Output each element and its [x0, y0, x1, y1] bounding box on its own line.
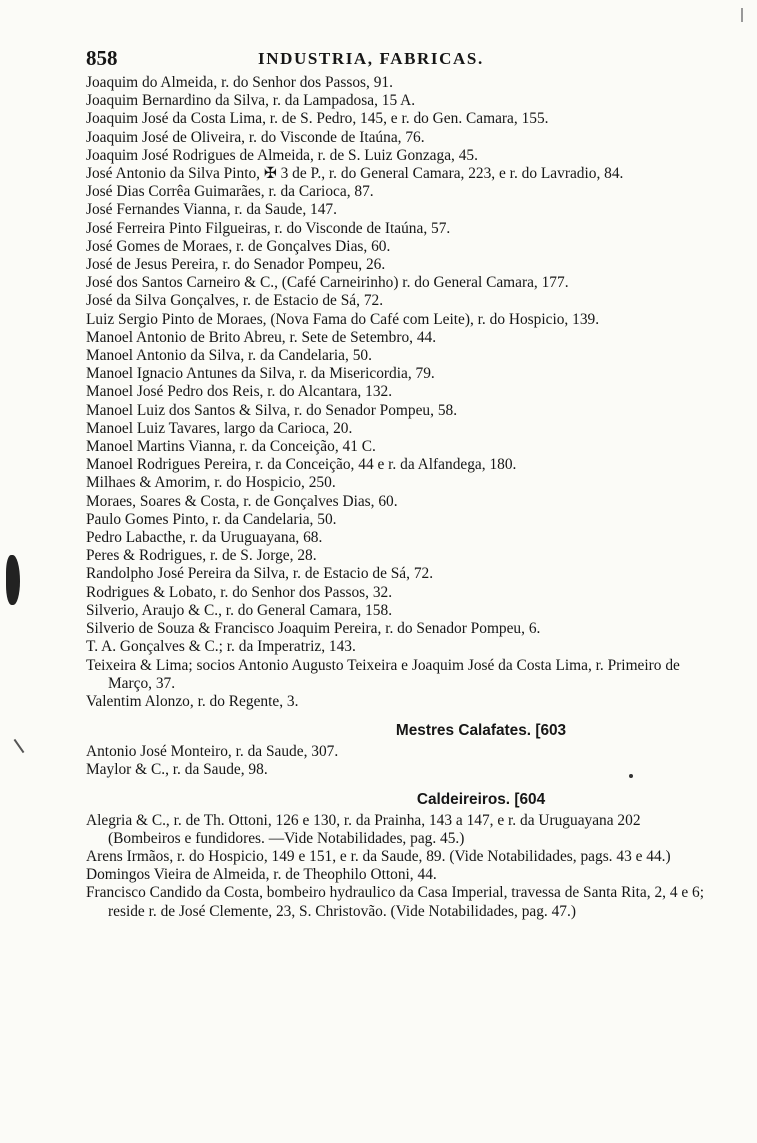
list-item: Paulo Gomes Pinto, r. da Candelaria, 50.: [86, 510, 337, 528]
list-item: Manoel Martins Vianna, r. da Conceição, 41 C.: [86, 438, 376, 456]
list-item: José dos Santos Carneiro & C., (Café Carneirinho) r. do General Camara, 177.: [86, 274, 569, 292]
list-item: Valentim Alonzo, r. do Regente, 3.: [86, 692, 299, 710]
list-item: José Ferreira Pinto Filgueiras, r. do Visconde de Itaúna, 57.: [86, 219, 451, 237]
list-item: José Antonio da Silva Pinto, ✠ 3 de P., r. do General Camara, 223, e r. do Lavradio, 84.: [86, 165, 624, 183]
list-item: Joaquim Bernardino da Silva, r. da Lampadosa, 15 A.: [86, 92, 416, 110]
ink-dot: [629, 774, 633, 778]
list-item: José Dias Corrêa Guimarães, r. da Carioca, 87.: [86, 183, 374, 201]
section-heading-mestres-calafates: Mestres Calafates. [603: [395, 722, 567, 740]
list-item: Silverio, Araujo & C., r. do General Camara, 158.: [86, 601, 393, 619]
list-item: Francisco Candido da Costa, bombeiro hydraulico da Casa Imperial, travessa de Santa Rita, 2, 4 e 6; reside r. de José Clemente, 23, S. Christovão. (Vide Notabilidades, pag. 47.): [86, 884, 705, 920]
ink-blot: [6, 555, 20, 605]
list-item: Manoel Antonio da Silva, r. da Candelaria, 50.: [86, 347, 372, 365]
list-item: Manoel José Pedro dos Reis, r. do Alcantara, 132.: [86, 383, 393, 401]
list-item: Luiz Sergio Pinto de Moraes, (Nova Fama do Café com Leite), r. do Hospicio, 139.: [86, 310, 600, 328]
list-item: Pedro Labacthe, r. da Uruguayana, 68.: [86, 529, 323, 547]
list-item: Joaquim José de Oliveira, r. do Visconde de Itaúna, 76.: [86, 128, 425, 146]
list-item: Milhaes & Amorim, r. do Hospicio, 250.: [86, 474, 336, 492]
section-heading-caldeireiros: Caldeireiros. [604: [416, 790, 546, 808]
page-title: INDUSTRIA, FABRICAS.: [258, 49, 484, 68]
list-item: Moraes, Soares & Costa, r. de Gonçalves Dias, 60.: [86, 492, 398, 510]
list-item: José Gomes de Moraes, r. de Gonçalves Dias, 60.: [86, 237, 391, 255]
list-item: Manoel Luiz Tavares, largo da Carioca, 20.: [86, 419, 353, 437]
list-item: Teixeira & Lima; socios Antonio Augusto Teixeira e Joaquim José da Costa Lima, r. Primeiro de Março, 37.: [86, 656, 680, 692]
directory-list: [86, 74, 716, 921]
list-item: T. A. Gonçalves & C.; r. da Imperatriz, 143.: [86, 638, 356, 656]
list-item: Joaquim José Rodrigues de Almeida, r. de S. Luiz Gonzaga, 45.: [86, 146, 478, 164]
list-item: Peres & Rodrigues, r. de S. Jorge, 28.: [86, 547, 317, 565]
list-item: José da Silva Gonçalves, r. de Estacio de Sá, 72.: [86, 292, 384, 310]
list-item: José de Jesus Pereira, r. do Senador Pompeu, 26.: [86, 256, 386, 274]
list-item: Maylor & C., r. da Saude, 98.: [86, 761, 268, 779]
list-item: Joaquim José da Costa Lima, r. de S. Pedro, 145, e r. do Gen. Camara, 155.: [86, 110, 549, 128]
list-item: Manoel Ignacio Antunes da Silva, r. da Misericordia, 79.: [86, 365, 435, 383]
pencil-mark: [14, 739, 25, 753]
list-item: Arens Irmãos, r. do Hospicio, 149 e 151, e r. da Saude, 89. (Vide Notabilidades, pags. 43 e 44.): [86, 847, 671, 865]
list-item: José Fernandes Vianna, r. da Saude, 147.: [86, 201, 337, 219]
page-number: 858: [86, 46, 118, 70]
list-item: Manoel Antonio de Brito Abreu, r. Sete de Setembro, 44.: [86, 328, 437, 346]
list-item: Randolpho José Pereira da Silva, r. de Estacio de Sá, 72.: [86, 565, 434, 583]
list-item: Antonio José Monteiro, r. da Saude, 307.: [86, 743, 339, 761]
margin-mark: [741, 8, 743, 22]
list-item: Joaquim do Almeida, r. do Senhor dos Passos, 91.: [86, 74, 393, 91]
running-head: [86, 46, 717, 70]
list-item: Silverio de Souza & Francisco Joaquim Pereira, r. do Senador Pompeu, 6.: [86, 620, 541, 638]
list-item: Alegria & C., r. de Th. Ottoni, 126 e 130, r. da Prainha, 143 a 147, e r. da Uruguayana 202 (Bombeiros e fundidores. —Vide Notabilidades, pag. 45.): [86, 811, 641, 847]
list-item: Manoel Luiz dos Santos & Silva, r. do Senador Pompeu, 58.: [86, 401, 458, 419]
list-item: Rodrigues & Lobato, r. do Senhor dos Passos, 32.: [86, 583, 393, 601]
list-item: Domingos Vieira de Almeida, r. de Theophilo Ottoni, 44.: [86, 866, 437, 884]
list-item: Manoel Rodrigues Pereira, r. da Conceição, 44 e r. da Alfandega, 180.: [86, 456, 517, 474]
